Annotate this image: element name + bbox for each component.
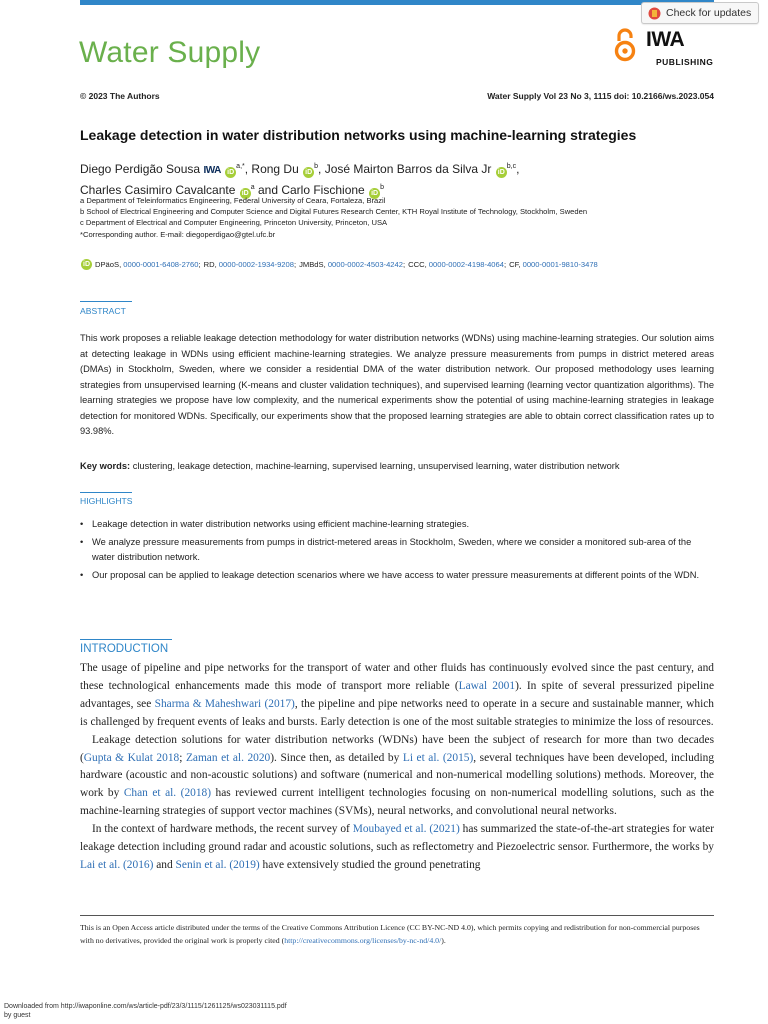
affiliation-marks: b <box>380 184 384 191</box>
publisher-logo <box>614 26 714 74</box>
affiliation-marks: b <box>314 163 319 170</box>
text-run: In the context of hardware methods, the recent survey of <box>92 823 353 836</box>
orcid-icon[interactable]: iD <box>371 190 379 197</box>
open-access-icon <box>614 28 636 62</box>
abstract-heading: ABSTRACT <box>80 306 126 316</box>
introduction-heading: INTRODUCTION <box>80 643 169 655</box>
author-name[interactable]: José Mairton Barros da Silva Jr <box>324 162 492 176</box>
download-user: by guest <box>4 1011 31 1019</box>
highlights-list <box>80 517 714 585</box>
orcid-link[interactable]: 0000-0001-6408-2760 <box>123 260 199 269</box>
author-name[interactable]: Rong Du <box>251 162 299 176</box>
license-footnote <box>80 921 714 947</box>
author-list: Diego Perdigão Sousa IWA $iD^{a,*}$, Rong Du $iD^b$, José Mairton Barros da Silva Jr iD$^{b,c}$, Charles Casimiro Cavalcante $iD^a$ and Carlo Fischione $iD^b$ <box>80 162 520 197</box>
citation-link[interactable]: Senin et al. (2019) <box>175 858 260 871</box>
copyright-notice: © 2023 The Authors <box>80 91 160 101</box>
affiliation-line: b School of Electrical Engineering and Computer Science and Digital Futures Research Center, KTH Royal Institute of Technology, Stockholm, Sweden <box>80 207 588 217</box>
affiliation-line: c Department of Electrical and Computer Engineering, Princeton University, Princeton, USA <box>80 218 388 228</box>
citation-link[interactable]: Chan et al. (2018) <box>123 787 212 800</box>
author-name[interactable]: Carlo Fischione <box>281 183 365 197</box>
text-run: , the pipeline and pipe networks need to operate in a secure and sustainable manner, which is challenged by frequent events of leaks and bursts. Early detection is one of the most suitable strategies to minimize the loss of resources. <box>80 697 714 728</box>
citation-link[interactable]: Li et al. (2015) <box>402 751 474 764</box>
text-run: has summarized the state-of-the-art strategies for water leakage detection including ground radar and acoustic solutions, such as reflectometry and Piezoelectric sensor. Furthermore, the works by <box>80 823 715 854</box>
orcid-initials: RD <box>203 260 215 269</box>
iwa-member-icon: IWA <box>203 165 221 176</box>
affiliation-marks: a <box>250 184 255 191</box>
orcid-initials: DPäoS <box>95 260 120 269</box>
affiliations <box>80 195 720 240</box>
keywords-label: Key words: <box>80 461 131 471</box>
text-run: ; <box>179 751 186 764</box>
citation-line: Water Supply Vol 23 No 3, 1115 doi: 10.2166/ws.2023.054 <box>487 91 714 101</box>
text-run: ). Since then, as detailed by <box>270 751 403 764</box>
citation-link[interactable]: Lawal 2001 <box>458 679 516 692</box>
text-run: The usage of pipeline and pipe networks for the transport of water and other fluids has continuously evolved since the past century, and these technological enhancements made this mode of transport more reliable ( <box>80 662 714 692</box>
crossmark-icon <box>648 7 661 20</box>
paragraph <box>80 821 714 875</box>
orcid-initials: JMBdS <box>299 260 324 269</box>
footnote-rule <box>80 915 714 916</box>
orcid-initials: CF <box>509 260 519 269</box>
orcid-initials: CCC <box>408 260 425 269</box>
text-run: have extensively studied the ground penetrating <box>259 858 481 871</box>
highlight-item: • Leakage detection in water distribution networks using efficient machine-learning strategies. <box>80 517 714 533</box>
check-for-updates-button[interactable] <box>641 2 759 24</box>
highlights-heading: HIGHLIGHTS <box>80 496 133 506</box>
corresponding-author: *Corresponding author. E-mail: diegoperdigao@gtel.ufc.br <box>80 229 276 239</box>
abstract-text: This work proposes a reliable leakage detection methodology for water distribution networks (WDNs) using machine-learning strategies. Our solution aims at detecting leakage in WDNs using efficient machine-learning strategies. We analyze pressure measurements from pumps in district metered areas (DMAs) in Stockholm, Sweden, where we consider a residential DMA of the water distribution network. Our proposed methodology uses learning strategies from unsupervised learning (K-means and cluster validation techniques), and supervised learning (learning vector quantization algorithms). The learning strategies we propose have low complexity, and the numerical experiments show the potential of using machine-learning strategies in leakage detection for monitored WDNs. Specifically, our experiments show that the proposed learning strategies are able to obtain correct classification rates up to 93.98%. <box>80 333 714 436</box>
orcid-link[interactable]: 0000-0001-9810-3478 <box>522 260 598 269</box>
license-link[interactable]: http://creativecommons.org/licenses/by-nc-nd/4.0/ <box>284 936 442 945</box>
text-run: , several techniques have been developed, including hardware (acoustic and non-acoustic solutions) and software (numerical and non-numerical modelling solutions) methods. Moreover, the work by <box>80 751 715 800</box>
download-note <box>4 1003 287 1020</box>
author-name[interactable]: Charles Casimiro Cavalcante <box>80 183 236 197</box>
orcid-icon[interactable]: iD <box>227 169 235 176</box>
publishing-wordmark: PUBLISHING <box>656 57 714 67</box>
citation-link[interactable]: Lai et al. (2016) <box>80 858 154 871</box>
text-run: has reviewed current intelligent technologies focusing on non-numerical modelling solutions, such as the machine-learning strategies of support vector machines (SVMs), neural networks, and convolutional neural networks. <box>80 787 714 818</box>
download-url: Downloaded from http://iwaponline.com/ws/article-pdf/23/3/1115/1261125/ws023031115.pdf <box>4 1003 287 1010</box>
keywords-list: clustering, leakage detection, machine-learning, supervised learning, unsupervised learning, water distribution network <box>132 461 620 471</box>
paragraph <box>80 732 714 822</box>
text-run: ). In spite of several pressurized pipeline advantages, see <box>80 679 715 710</box>
article-title: Leakage detection in water distribution networks using machine-learning strategies <box>80 127 637 143</box>
introduction-rule <box>80 639 172 640</box>
orcid-link[interactable]: 0000-0002-1934-9208 <box>218 260 294 269</box>
abstract-rule <box>80 301 132 302</box>
orcid-icon: iD <box>83 261 90 268</box>
check-for-updates-label: Check for updates <box>666 7 752 19</box>
highlight-item: • Our proposal can be applied to leakage detection scenarios where we have access to water pressure measurements at different points of the WDN. <box>80 568 714 584</box>
highlight-item: • We analyze pressure measurements from pumps in district-metered areas in Stockholm, Sweden, where we consider a monitored sub-area of the water distribution network. <box>80 535 714 566</box>
keywords <box>80 461 714 471</box>
affiliation-marks: a,* <box>236 163 245 170</box>
citation-link[interactable]: Zaman et al. 2020 <box>185 751 271 764</box>
top-accent-bar <box>80 0 714 5</box>
affiliation-line: a Department of Teleinformatics Engineering, Federal University of Ceara, Fortaleza, Brazil <box>80 196 386 205</box>
author-name[interactable]: Diego Perdigão Sousa <box>80 162 201 176</box>
introduction-body <box>80 660 714 875</box>
highlights-rule <box>80 492 132 493</box>
paragraph <box>80 660 714 732</box>
iwa-wordmark: IWA <box>646 28 685 51</box>
license-text: This is an Open Access article distributed under the terms of the Creative Commons Attribution Licence (CC BY-NC-ND 4.0), which permits copying and redistribution for non-commercial purposes with no derivatives, provided the original work is properly cited ( <box>80 923 700 945</box>
orcid-icon[interactable]: iD <box>497 169 505 176</box>
text-run: and <box>153 858 176 871</box>
text-run: Leakage detection solutions for water distribution networks (WDNs) have been the subject of research for more than two decades ( <box>80 733 714 764</box>
orcid-link[interactable]: 0000-0002-4503-4242 <box>327 260 403 269</box>
citation-link[interactable]: Sharma & Maheshwari (2017) <box>154 697 295 710</box>
orcid-link[interactable]: 0000-0002-4198-4064 <box>428 260 504 269</box>
license-text-end: ). <box>441 936 446 945</box>
orcid-list: iD DPäoS, 0000-0001-6408-2760; RD, 0000-0002-1934-9208; JMBdS, 0000-0002-4503-4242; CCC, 0000-0002-4198-4064; CF, 0000-0001-9810-3478 <box>83 260 598 269</box>
affiliation-marks: b,c <box>506 163 517 170</box>
citation-link[interactable]: Moubayed et al. (2021) <box>352 823 460 836</box>
orcid-icon[interactable]: iD <box>305 169 313 176</box>
orcid-icon[interactable]: iD <box>241 190 249 197</box>
journal-name: Water Supply <box>79 36 261 69</box>
citation-link[interactable]: Gupta & Kulat 2018 <box>83 751 180 764</box>
